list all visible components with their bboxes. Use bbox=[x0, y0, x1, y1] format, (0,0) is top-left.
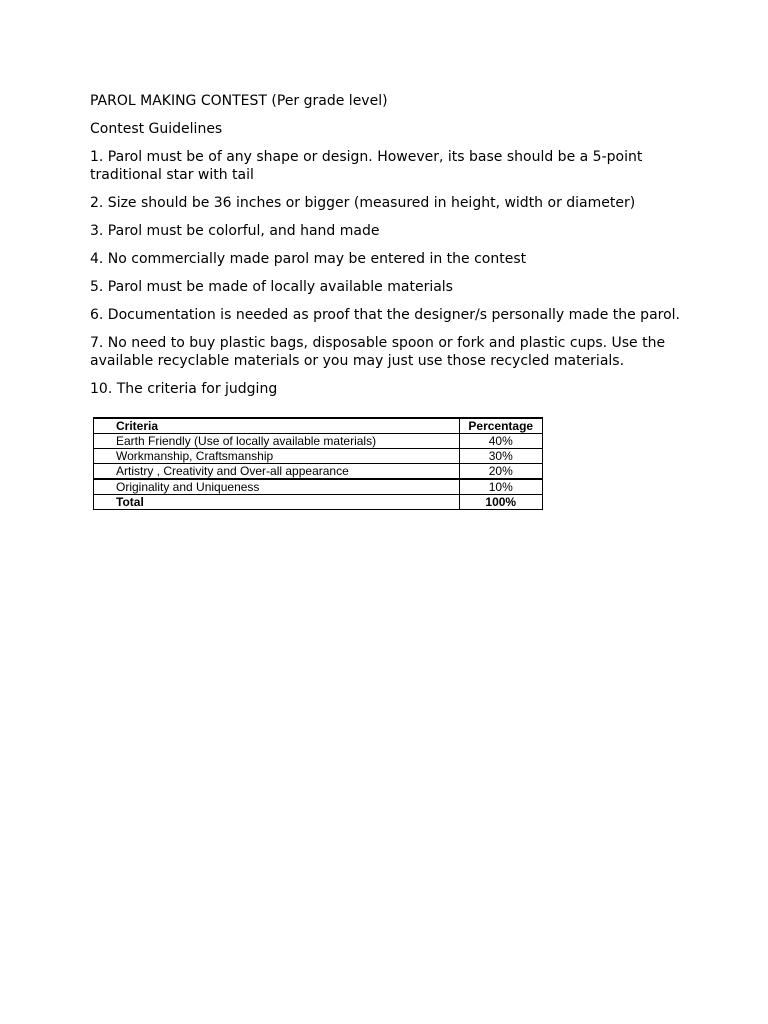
guideline-item-5: 5. Parol must be made of locally available materials bbox=[90, 279, 453, 295]
table-cell-percentage: 40% bbox=[459, 434, 543, 449]
document-body bbox=[90, 92, 690, 408]
table-total-label: Total bbox=[94, 495, 460, 510]
table-cell-criteria: Workmanship, Craftsmanship bbox=[94, 449, 460, 464]
table-cell-percentage: 20% bbox=[459, 464, 543, 480]
guideline-item-7: 7. No need to buy plastic bags, disposable spoon or fork and plastic cups. Use the available recyclable materials or you may just use those recycled materials. bbox=[90, 335, 666, 369]
table-total-row bbox=[94, 495, 543, 510]
document-subtitle: Contest Guidelines bbox=[90, 121, 223, 137]
guideline-item-2: 2. Size should be 36 inches or bigger (measured in height, width or diameter) bbox=[90, 195, 636, 211]
table-header-criteria: Criteria bbox=[94, 418, 460, 434]
table-row bbox=[94, 464, 543, 480]
table-cell-criteria: Originality and Uniqueness bbox=[94, 479, 460, 495]
table-total-value: 100% bbox=[459, 495, 543, 510]
table-cell-criteria: Artistry , Creativity and Over-all appearance bbox=[94, 464, 460, 480]
guideline-item-6: 6. Documentation is needed as proof that the designer/s personally made the parol. bbox=[90, 307, 680, 323]
table-cell-percentage: 10% bbox=[459, 479, 543, 495]
table-row bbox=[94, 449, 543, 464]
table-row bbox=[94, 434, 543, 449]
guideline-item-1: 1. Parol must be of any shape or design. However, its base should be a 5-point traditional star with tail bbox=[90, 149, 643, 183]
guideline-item-3: 3. Parol must be colorful, and hand made bbox=[90, 223, 380, 239]
table-cell-percentage: 30% bbox=[459, 449, 543, 464]
document-title: PAROL MAKING CONTEST (Per grade level) bbox=[90, 93, 388, 109]
table-header-percentage: Percentage bbox=[459, 418, 543, 434]
guideline-item-10: 10. The criteria for judging bbox=[90, 381, 278, 397]
criteria-table bbox=[93, 417, 543, 510]
table-header-row bbox=[94, 418, 543, 434]
table-row bbox=[94, 479, 543, 495]
table-cell-criteria: Earth Friendly (Use of locally available materials) bbox=[94, 434, 460, 449]
guideline-item-4: 4. No commercially made parol may be entered in the contest bbox=[90, 251, 527, 267]
